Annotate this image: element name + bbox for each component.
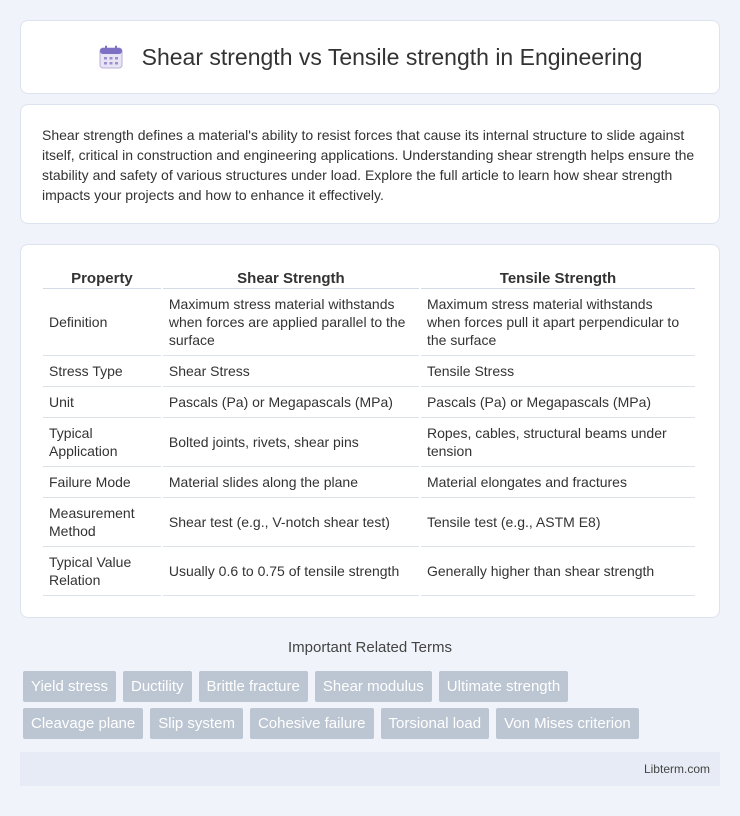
header-shear-strength: Shear Strength	[163, 265, 419, 289]
related-terms-tags	[23, 671, 723, 745]
table-cell: Ropes, cables, structural beams under tension	[421, 418, 695, 467]
tag-slip-system[interactable]: Slip system	[150, 708, 243, 739]
table-cell: Tensile Stress	[421, 356, 695, 387]
table-cell: Pascals (Pa) or Megapascals (MPa)	[163, 387, 419, 418]
comparison-card	[20, 244, 720, 618]
table-cell: Material slides along the plane	[163, 467, 419, 498]
table-row	[43, 356, 695, 387]
tag-brittle-fracture[interactable]: Brittle fracture	[199, 671, 308, 702]
table-cell: Definition	[43, 289, 161, 356]
table-cell: Stress Type	[43, 356, 161, 387]
table-row	[43, 289, 695, 356]
table-row	[43, 387, 695, 418]
table-row	[43, 498, 695, 547]
related-terms-title: Important Related Terms	[288, 639, 452, 656]
table-cell: Unit	[43, 387, 161, 418]
table-cell: Material elongates and fractures	[421, 467, 695, 498]
table-header-row	[43, 265, 695, 289]
footer	[20, 752, 720, 786]
table-row	[43, 418, 695, 467]
table-cell: Pascals (Pa) or Megapascals (MPa)	[421, 387, 695, 418]
title-card	[20, 20, 720, 94]
table-cell: Shear Stress	[163, 356, 419, 387]
table-cell: Failure Mode	[43, 467, 161, 498]
table-cell: Typical Application	[43, 418, 161, 467]
comparison-table	[41, 265, 697, 596]
header-tensile-strength: Tensile Strength	[421, 265, 695, 289]
intro-text: Shear strength defines a material's ability to resist forces that cause its internal structure to slide against itself, critical in construction and engineering applications. Understanding shear strength helps ensure the stability and safety of various structures under load. Explore the full article to learn how shear strength impacts your projects and how to enhance it effectively.	[42, 127, 695, 203]
table-cell: Maximum stress material withstands when forces pull it apart perpendicular to the surface	[421, 289, 695, 356]
tag-ultimate-strength[interactable]: Ultimate strength	[439, 671, 568, 702]
table-row	[43, 547, 695, 596]
intro-card	[20, 104, 720, 224]
tag-yield-stress[interactable]: Yield stress	[23, 671, 116, 702]
tag-cleavage-plane[interactable]: Cleavage plane	[23, 708, 143, 739]
calendar-icon	[98, 44, 124, 70]
footer-brand-link[interactable]: Libterm.com	[643, 762, 710, 776]
tag-row	[23, 708, 723, 739]
table-cell: Shear test (e.g., V-notch shear test)	[163, 498, 419, 547]
table-cell: Usually 0.6 to 0.75 of tensile strength	[163, 547, 419, 596]
table-cell: Tensile test (e.g., ASTM E8)	[421, 498, 695, 547]
tag-shear-modulus[interactable]: Shear modulus	[315, 671, 432, 702]
table-cell: Measurement Method	[43, 498, 161, 547]
header-property: Property	[43, 265, 161, 289]
table-cell: Typical Value Relation	[43, 547, 161, 596]
tag-cohesive-failure[interactable]: Cohesive failure	[250, 708, 374, 739]
tag-torsional-load[interactable]: Torsional load	[381, 708, 490, 739]
table-cell: Maximum stress material withstands when forces are applied parallel to the surface	[163, 289, 419, 356]
tag-von-mises-criterion[interactable]: Von Mises criterion	[496, 708, 639, 739]
table-cell: Bolted joints, rivets, shear pins	[163, 418, 419, 467]
tag-row	[23, 671, 723, 702]
table-cell: Generally higher than shear strength	[421, 547, 695, 596]
page-title: Shear strength vs Tensile strength in Engineering	[141, 43, 643, 70]
tag-ductility[interactable]: Ductility	[123, 671, 192, 702]
table-row	[43, 467, 695, 498]
